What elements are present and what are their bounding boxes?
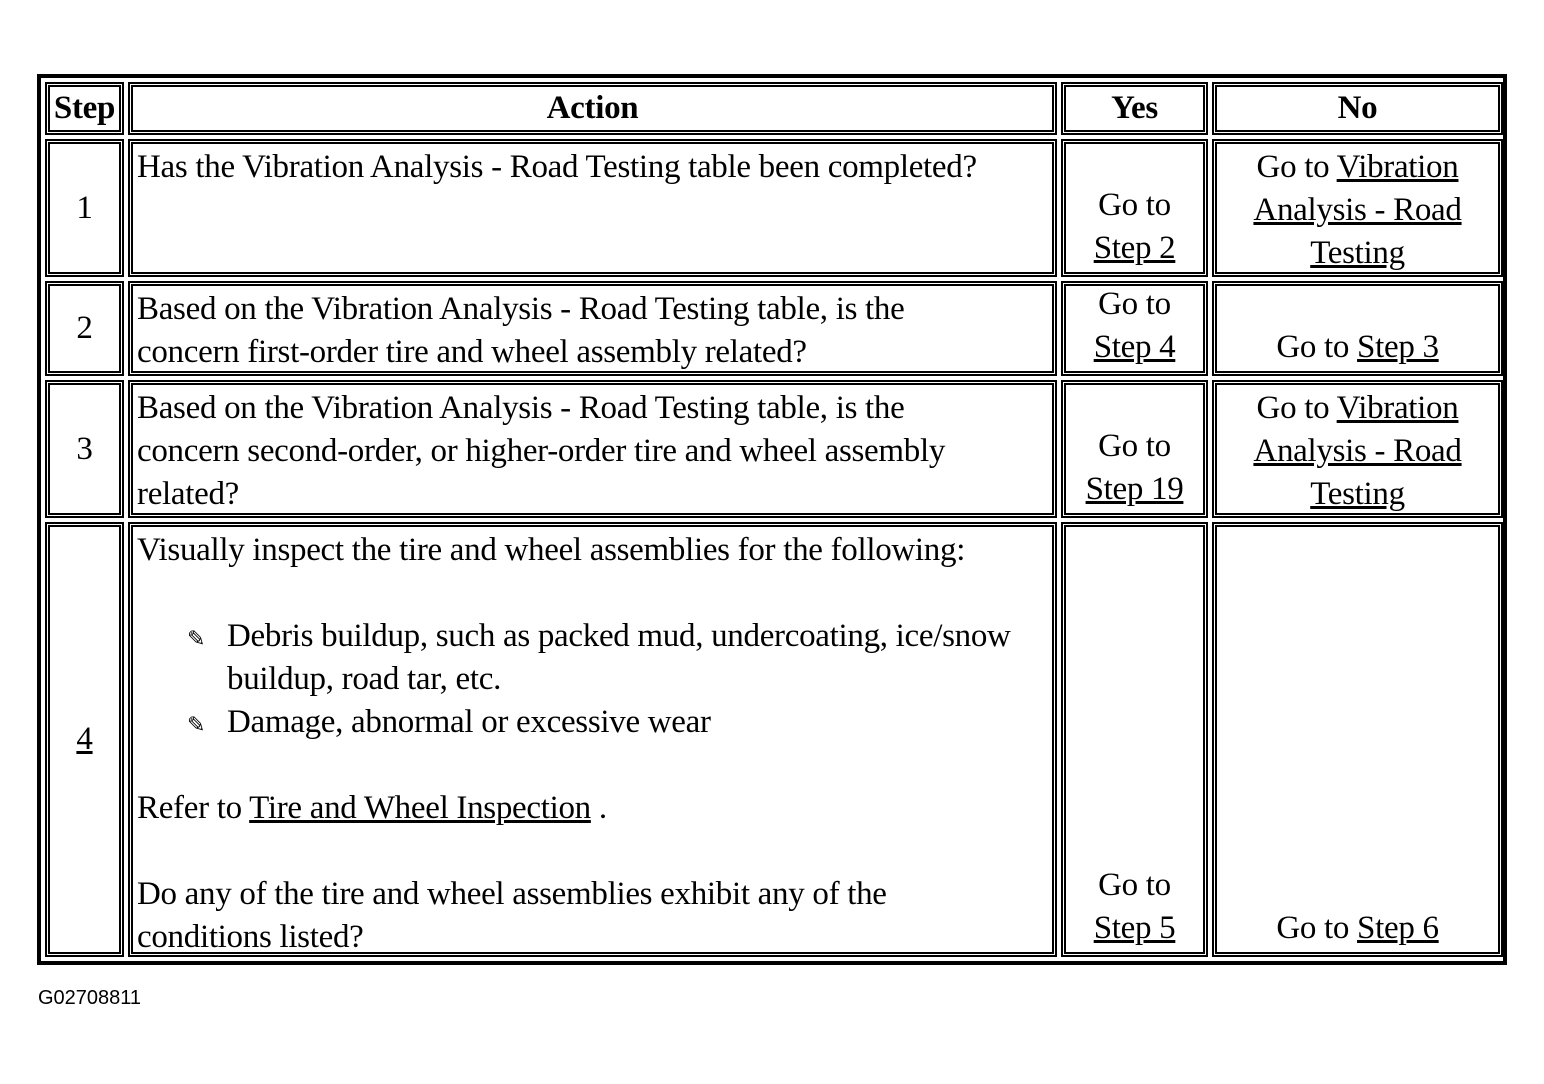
table-row-1-yes [1061, 139, 1208, 277]
table-row-3-no [1212, 380, 1503, 518]
table-row-3-yes [1061, 380, 1208, 518]
table-row-4-yes [1061, 522, 1208, 957]
no-prefix: Go to [1276, 910, 1350, 946]
goto-step-4-link[interactable]: Step 4 [1093, 329, 1176, 365]
step-number: 3 [76, 430, 93, 467]
vibration-analysis-link[interactable]: Vibration [1336, 390, 1459, 426]
figure-id: G02708811 [38, 987, 142, 1009]
table-row-2-action [128, 281, 1057, 376]
list-item [187, 701, 1048, 744]
list-item-text: Debris buildup, such as packed mud, undercoating, ice/snow [227, 618, 1011, 654]
pencil-icon: ✎ [187, 712, 206, 737]
yes-prefix: Go to [1098, 286, 1171, 322]
action-text: Has the Vibration Analysis - Road Testing table been completed? [137, 149, 977, 185]
list-item [187, 615, 1048, 701]
pencil-icon: ✎ [187, 626, 206, 651]
table-row-4-no [1212, 522, 1503, 957]
header-no [1212, 82, 1503, 135]
table-row-1-action [128, 139, 1057, 277]
header-yes-label: Yes [1111, 90, 1158, 126]
goto-step-19-link[interactable]: Step 19 [1085, 471, 1184, 507]
table-row-2-step [45, 281, 124, 376]
header-action-label: Action [546, 90, 639, 126]
action-text: Visually inspect the tire and wheel assemblies for the following: [137, 532, 966, 568]
vibration-analysis-link[interactable]: Analysis - Road [1253, 433, 1462, 469]
table-row-3-step [45, 380, 124, 518]
yes-prefix: Go to [1098, 428, 1171, 464]
tire-wheel-inspection-link[interactable]: Tire and Wheel Inspection [249, 790, 591, 826]
goto-step-2-link[interactable]: Step 2 [1093, 230, 1176, 266]
refer-suffix: . [598, 790, 607, 826]
step-number: 1 [76, 189, 93, 226]
table-row-1-no [1212, 139, 1503, 277]
table-row-2-no [1212, 281, 1503, 376]
table-row-4-step [45, 522, 124, 957]
action-text: conditions listed? [137, 919, 364, 955]
list-item-text: Damage, abnormal or excessive wear [227, 704, 711, 740]
header-yes [1061, 82, 1208, 135]
header-step-label: Step [53, 90, 116, 126]
no-prefix: Go to [1256, 149, 1330, 185]
action-text: Based on the Vibration Analysis - Road Testing table, is the [137, 291, 905, 327]
list-item-text: buildup, road tar, etc. [227, 661, 502, 697]
step-4-link[interactable]: 4 [76, 721, 93, 757]
header-action [128, 82, 1057, 135]
goto-step-6-link[interactable]: Step 6 [1357, 910, 1439, 946]
table-grid [45, 82, 1499, 957]
header-step [45, 82, 124, 135]
table-row-2-yes [1061, 281, 1208, 376]
action-text: Based on the Vibration Analysis - Road Testing table, is the [137, 390, 905, 426]
action-text: concern first-order tire and wheel assembly related? [137, 334, 807, 370]
goto-step-5-link[interactable]: Step 5 [1093, 910, 1176, 946]
yes-prefix: Go to [1098, 867, 1171, 903]
action-text: Do any of the tire and wheel assemblies exhibit any of the [137, 876, 887, 912]
table-row-3-action [128, 380, 1057, 518]
header-no-label: No [1337, 90, 1378, 126]
goto-step-3-link[interactable]: Step 3 [1357, 329, 1439, 365]
vibration-analysis-link[interactable]: Testing [1310, 476, 1405, 512]
refer-line [137, 787, 1048, 830]
refer-prefix: Refer to [137, 790, 242, 826]
action-text: related? [137, 476, 240, 512]
step-number: 2 [76, 310, 93, 346]
vibration-analysis-link[interactable]: Vibration [1336, 149, 1459, 185]
vibration-analysis-link[interactable]: Analysis - Road [1253, 192, 1462, 228]
yes-prefix: Go to [1098, 187, 1171, 223]
table-row-4-action [128, 522, 1057, 957]
table-row-1-step [45, 139, 124, 277]
diagnostic-table [37, 74, 1507, 965]
no-prefix: Go to [1256, 390, 1330, 426]
no-prefix: Go to [1276, 329, 1350, 365]
action-text: concern second-order, or higher-order tire and wheel assembly [137, 433, 946, 469]
vibration-analysis-link[interactable]: Testing [1310, 235, 1405, 271]
inspection-list [137, 615, 1048, 744]
